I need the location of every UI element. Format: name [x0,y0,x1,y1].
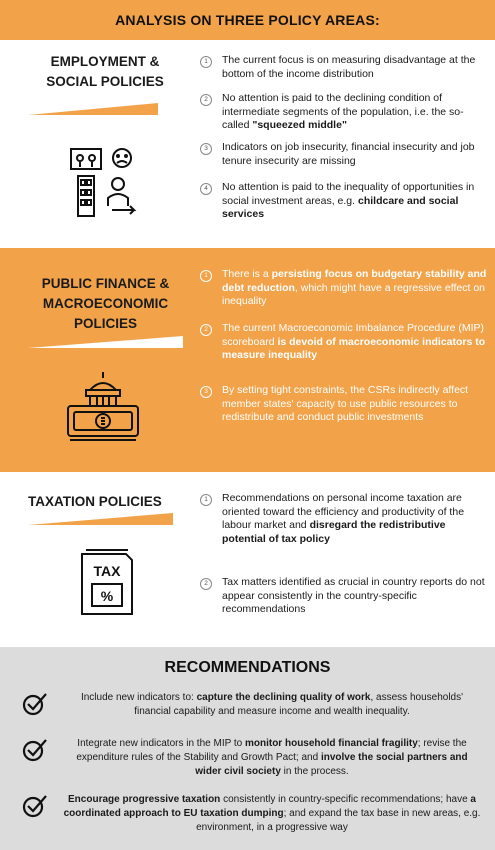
point-text [222,492,490,546]
text-run: , which might have a regressive effect on inequality [222,281,485,307]
text-run: The current Macroeconomic Imbalance Procedure (MIP) scoreboard [222,322,485,348]
number-badge: 1 [200,270,212,282]
bold-text: capture the declining quality of work [196,692,371,703]
text-run: Indicators on job insecurity, financial insecurity and job tenure insecurity are missing [222,141,475,167]
title-underline [28,513,173,525]
point-text [222,92,490,133]
tax-icon-symbol: % [100,588,114,604]
bold-text: monitor household financial fragility [244,738,418,749]
number-badge: 3 [200,386,212,398]
tax-document-icon [78,546,136,618]
text-run: ; revise the expenditure rules of the Stability and Growth Pact; and [76,738,467,763]
parliament-money-icon [66,370,140,444]
finance-title: PUBLIC FINANCE & MACROECONOMIC POLICIES [41,276,170,331]
text-run: Include new indicators to: [80,692,197,703]
bold-text: childcare and social services [222,194,459,220]
number-badge: 4 [200,183,212,195]
point-text [222,141,490,168]
employment-section [0,40,495,248]
text-run: The current focus is on measuring disadvantage at the bottom of the income distribution [222,54,476,80]
number-badge: 1 [200,56,212,68]
bold-text: persisting focus on budgetary stability and debt reduction [222,268,487,294]
bold-text: disregard the redistributive potential of tax policy [222,519,446,545]
text-run: consistently in country-specific recommendations; have [220,794,471,805]
page-header [0,0,495,40]
title-underline [28,336,183,348]
recommendation-text [62,737,482,779]
text-run: Recommendations on personal income taxation are oriented toward the efficiency and productivity of the labour market and [222,492,465,531]
bold-text: is devoid of macroeconomic indicators to measure inequality [222,335,486,361]
text-run: By setting tight constraints, the CSRs indirectly affect member states' capacity to use public resources to redistribute and conduct public investments [222,384,469,423]
text-run: , assess households' financial capability and measure income and wealth inequality. [134,692,464,717]
text-run: No attention is paid to the inequality of opportunities in social investment areas, e.g. [222,181,475,207]
bold-text: "squeezed middle" [252,119,347,131]
text-run: There is a [222,268,272,280]
text-run: No attention is paid to the declining condition of intermediate segments of the population, i.e. the so-called [222,92,464,131]
title-underline [28,103,158,115]
point-text [222,384,490,425]
point-text [222,54,490,81]
number-badge: 2 [200,324,212,336]
point-text [222,268,490,309]
number-badge: 2 [200,94,212,106]
checkmark-icon [22,691,48,717]
recommendations-title: RECOMMENDATIONS [164,659,331,676]
text-run: ; and expand the tax base in new areas, e.g. environment, in a progressive way [196,808,481,833]
checkmark-icon [22,737,48,763]
checkmark-icon [22,793,48,819]
text-run: Integrate new indicators in the MIP to [77,738,245,749]
point-text [222,322,490,363]
finance-section [0,248,495,472]
bold-text: a coordinated approach to EU taxation dumping [63,794,476,819]
employment-title: EMPLOYMENT & SOCIAL POLICIES [46,54,164,89]
taxation-section [0,472,495,647]
number-badge: 2 [200,578,212,590]
employment-people-icon [68,146,142,220]
point-text [222,181,490,222]
tax-icon-label: TAX [93,563,121,579]
taxation-title: TAXATION POLICIES [28,494,162,509]
page-title: ANALYSIS ON THREE POLICY AREAS: [115,12,380,28]
text-run: in the process. [280,766,349,777]
number-badge: 1 [200,494,212,506]
recommendation-text [62,691,482,719]
bold-text: Encourage progressive taxation [68,794,221,805]
point-text [222,576,490,617]
number-badge: 3 [200,143,212,155]
recommendations-section [0,647,495,850]
recommendation-text [62,793,482,835]
bold-text: involve the social partners and wider civil society [195,752,468,777]
text-run: Tax matters identified as crucial in country reports do not appear consistently in the country-specific recommendations [222,576,485,615]
